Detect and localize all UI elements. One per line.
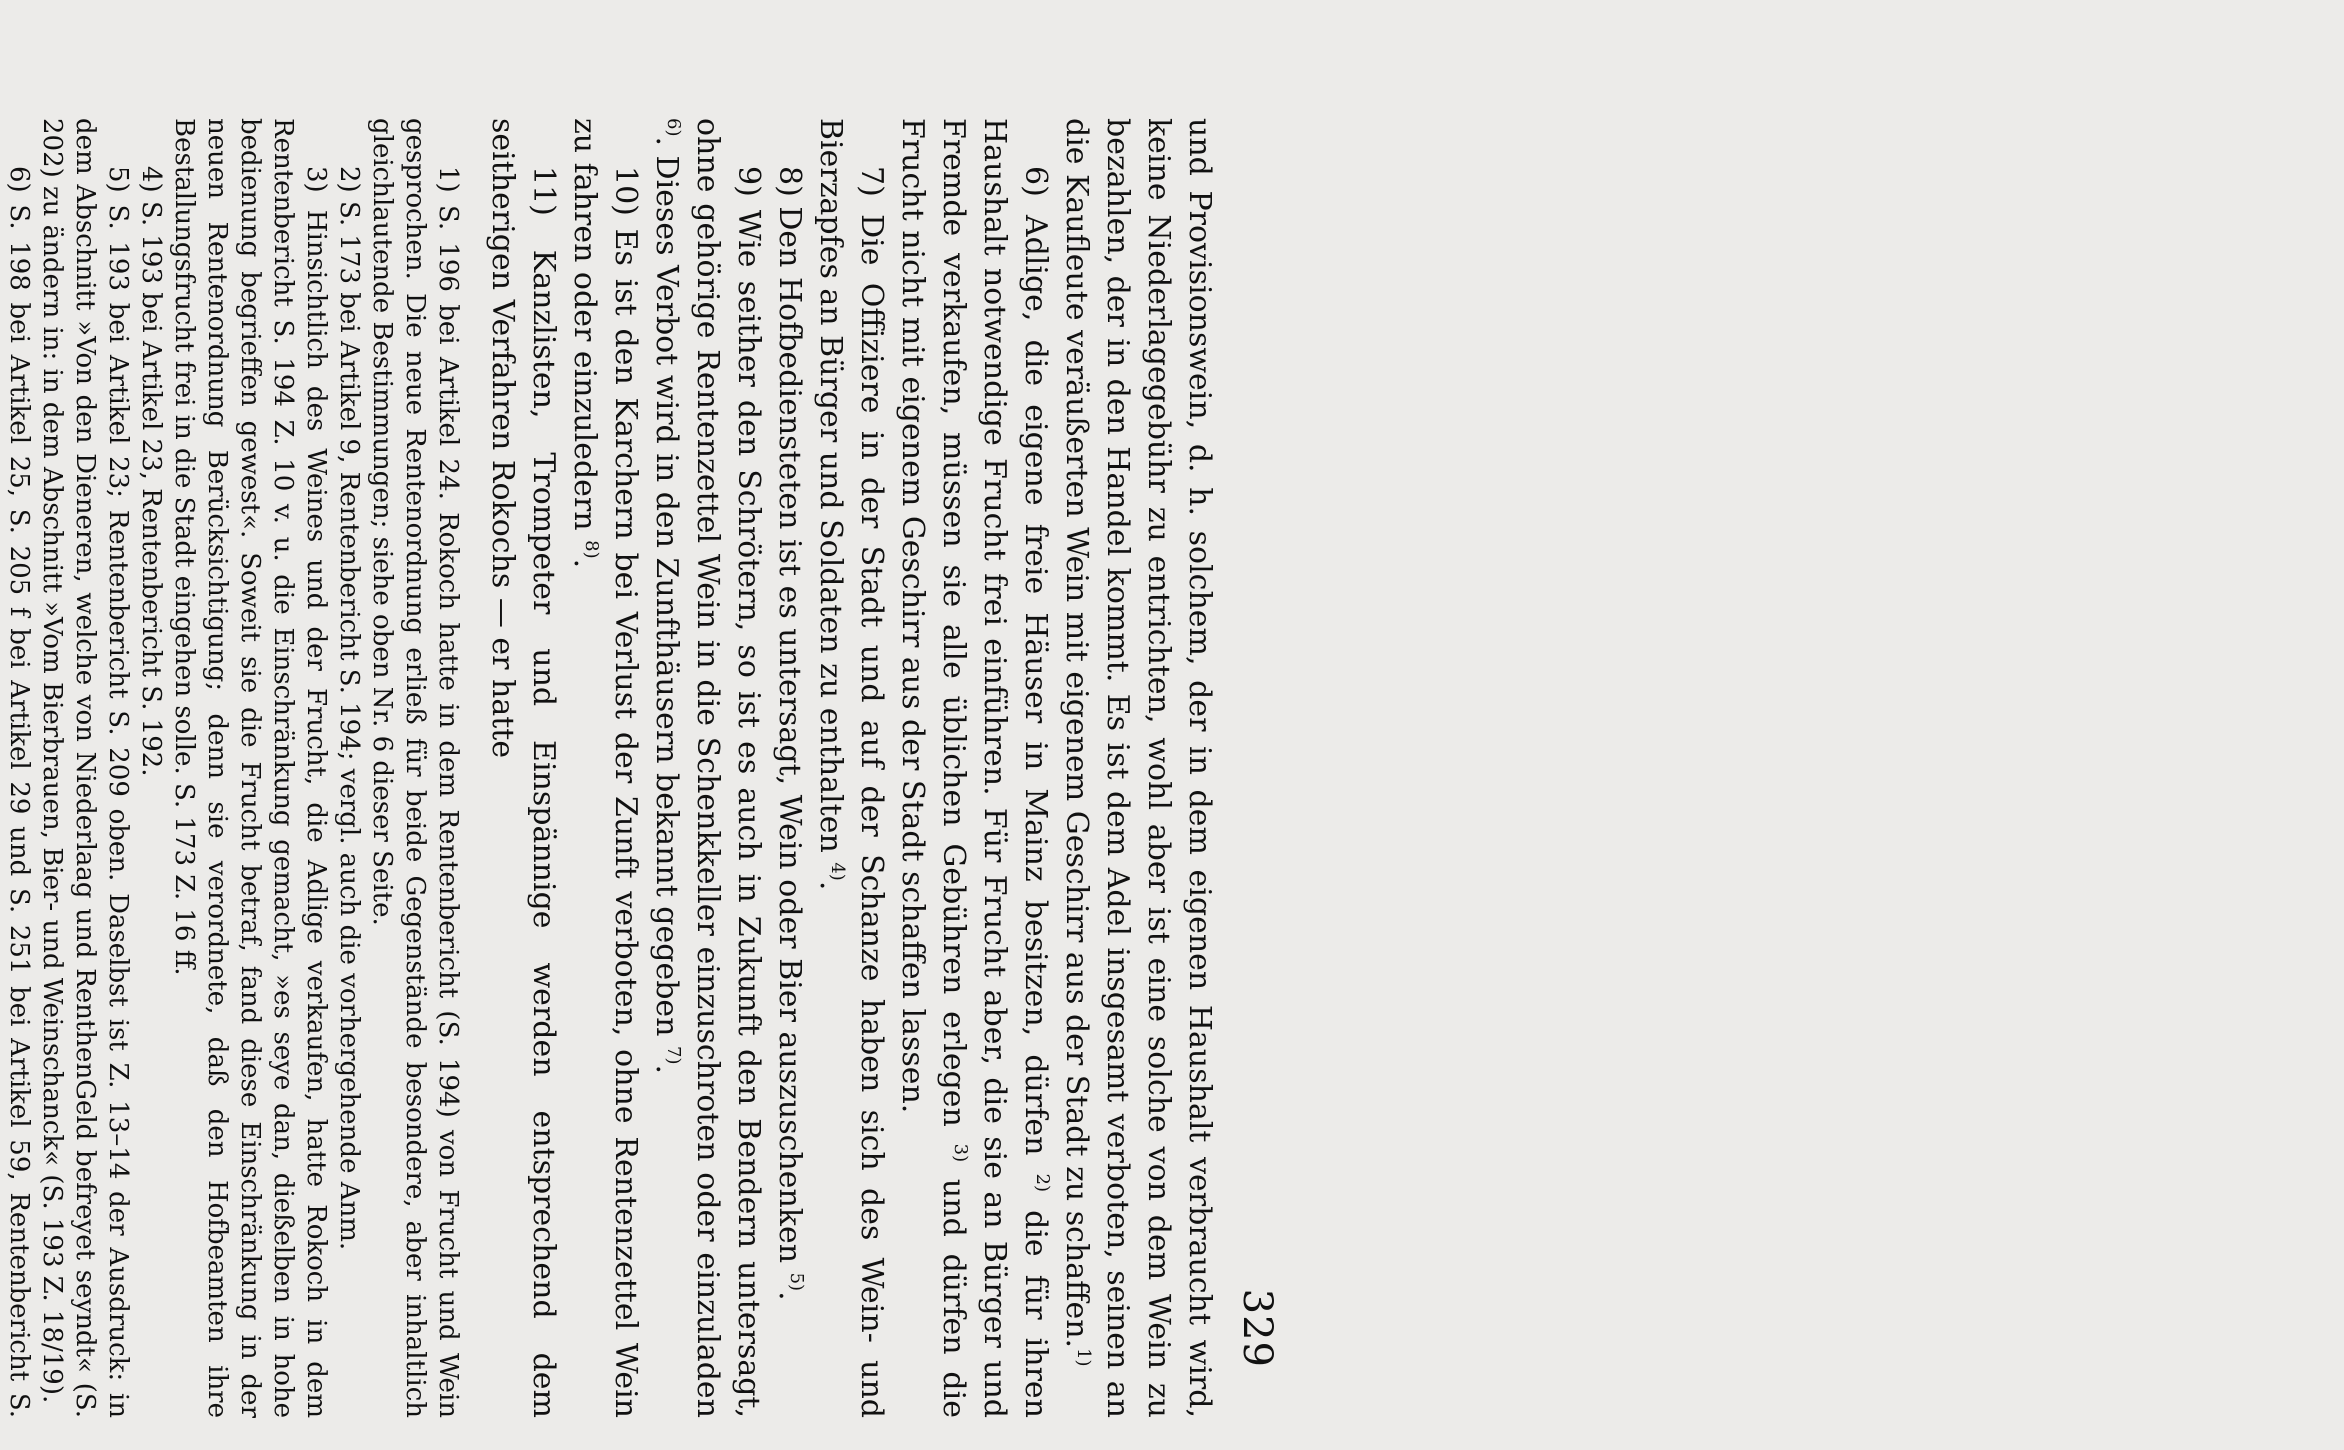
paragraph-6: 6) Adlige, die eigene freie Häuser in Mainz besitzen, dürfen $^{2)}$ die für ihren Haushalt notwendige Frucht frei einführen. Für Frucht aber, die sie an Bürger und Fremde verkaufen, müssen sie alle üblichen Gebühren erlegen $^{3)}$ und dürfen die Frucht nicht mit eigenem Geschirr aus der Stadt schaffen lassen. <box>895 118 1053 1419</box>
page-number: 329 <box>1234 1288 1280 1368</box>
footnote-ref[interactable]: 2) <box>1032 1173 1053 1193</box>
footnote-ref[interactable]: 8) <box>581 540 602 559</box>
footnote-2: 2) S. 173 bei Artikel 9, Rentenbericht S. 194; vergl. auch die vorhergehende Anm. <box>334 166 364 1251</box>
footnote-1: 1) S. 196 bei Artikel 24. Rokoch hatte in dem Rentenbericht (S. 194) von Frucht und Wein gesprochen. Die neue Rentenordnung erließ für beide Gegenstände besondere, aber inhaltlich gleichlautende Bestimmungen; siehe oben Nr. 6 dieser Seite. <box>367 118 463 1418</box>
main-text <box>0 118 1220 1418</box>
paragraph-9: 9) Wie seither den Schrötern, so ist es auch in Zukunft den Bendern untersagt, ohne gehörige Rentenzettel Wein in die Schenkkeller einzuschroten oder einzuladen $^{6)}$. Dieses Verbot wird in den Zunfthäusern bekannt gegeben $^{7)}$. <box>649 118 766 1418</box>
footnote-5: 5) S. 193 bei Artikel 23; Rentenbericht S. 209 oben. Daselbst ist Z. 13–14 der Ausdruck: in dem Abschnitt »Von den Dieneren, welche von Niederlaag und RenthenGeld befreyet seyndt« (S. 202) zu ändern in: in dem Abschnitt »Vom Bierbrauen, Bier- und Weinschanck« (S. 193 Z. 18/19). <box>37 118 133 1418</box>
footnote-ref[interactable]: 7) <box>663 1046 684 1065</box>
footnote-ref[interactable]: 4) <box>827 862 848 881</box>
paragraph-10: 10) Es ist den Karchern bei Verlust der Zunft verboten, ohne Rentenzettel Wein zu fahren oder einzuledern $^{8)}$. <box>567 118 643 1418</box>
paragraph-8: 8) Den Hofbediensteten ist es untersagt, Wein oder Bier auszuschenken $^{5)}$. <box>772 166 807 1301</box>
paragraph-1: und Provisionswein, d. h. solchem, der in dem eigenen Haushalt verbraucht wird, keine Niederlagegebühr zu entrichten, wohl aber ist eine solche von dem Wein zu bezahlen, der in den Handel kommt. Es ist dem Adel insgesamt verboten, seinen an die Kaufleute veräußerten Wein mit eigenem Geschirr aus der Stadt zu schaffen.$^{1)}$ <box>1059 118 1217 1418</box>
footnote-6: 6) S. 198 bei Artikel 25, S. 205 f bei Artikel 29 und S. 251 bei Artikel 59, Rentenbericht S. <box>4 166 34 1418</box>
footnote-ref[interactable]: 1) <box>1073 1348 1094 1367</box>
footnote-ref[interactable]: 3) <box>950 1143 971 1163</box>
footnote-ref[interactable]: 5) <box>786 1272 807 1292</box>
paragraph-11: 11) Kanzlisten, Trompeter und Einspännige werden entsprechend dem seitherigen Verfahren Rokochs — er hatte <box>485 118 561 1418</box>
footnote-ref[interactable]: 6) <box>663 118 684 137</box>
footnote-4: 4) S. 193 bei Artikel 23, Rentenbericht S. 192. <box>136 166 166 777</box>
footnotes <box>0 118 464 1418</box>
paragraph-7: 7) Die Offiziere in der Stadt und auf der Schanze haben sich des Wein- und Bierzapfes an Bürger und Soldaten zu enthalten $^{4)}$. <box>813 118 889 1418</box>
footnote-3: 3) Hinsichtlich des Weines und der Frucht, die Adlige verkaufen, hatte Rokoch in dem Rentenbericht S. 194 Z. 10 v. u. die Einschränkung gemacht, »es seye dan, dießelben in hohe bedienung begrieffen gewest«. Soweit sie die Frucht betraf, fand diese Einschränkung in der neuen Rentenordnung Berücksichtigung; denn sie verordnete, daß den Hofbeamten ihre Bestallungsfrucht frei in die Stadt eingehen solle. S. 173 Z. 16 ff. <box>169 118 331 1418</box>
